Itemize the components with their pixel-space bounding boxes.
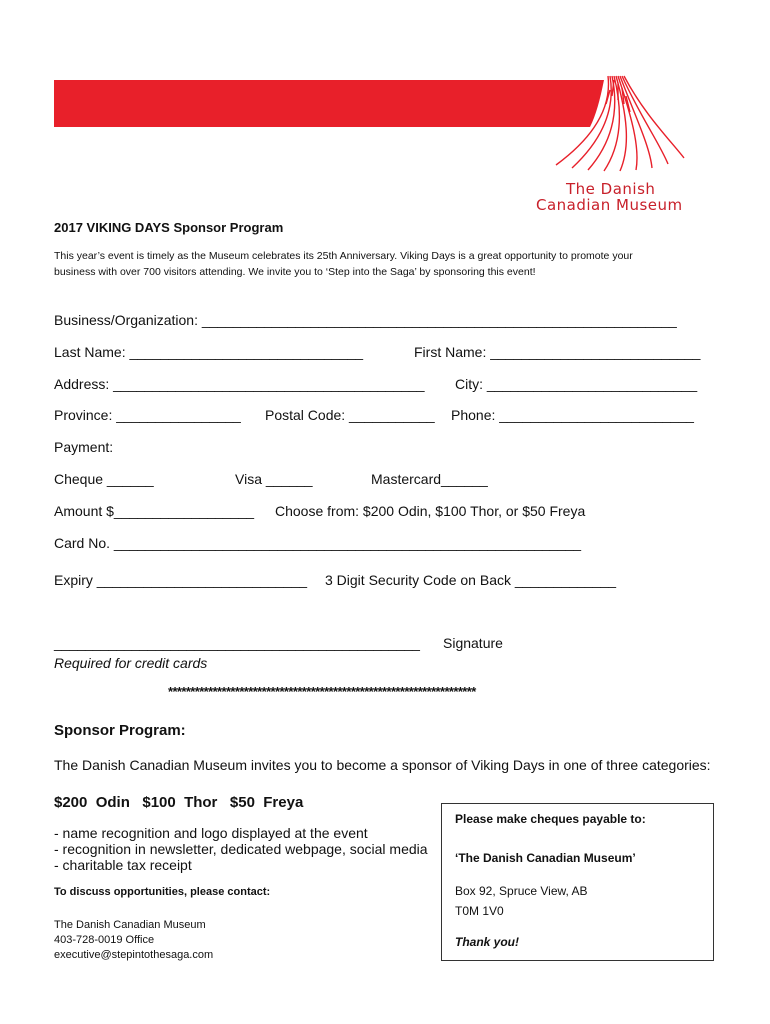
amount-choices: Choose from: $200 Odin, $100 Thor, or $50 Freya (275, 503, 586, 519)
contact-phone: 403-728-0019 Office (54, 934, 155, 946)
benefit-item: - name recognition and logo displayed at the event (54, 825, 368, 841)
postal-code-field[interactable]: Postal Code: ___________ (265, 407, 435, 423)
red-swoosh (54, 80, 604, 127)
header-banner (0, 0, 770, 220)
payable-box (441, 803, 714, 961)
payee-address-1: Box 92, Spruce View, AB (455, 884, 588, 898)
divider-stars: ********************************************************************* (168, 684, 476, 699)
contact-org: The Danish Canadian Museum (54, 919, 206, 931)
sponsor-heading: Sponsor Program: (54, 722, 186, 739)
intro-line-1: This year’s event is timely as the Museum celebrates its 25th Anniversary. Viking Days is a great opportunity to promote your (54, 250, 633, 262)
payee-name: ‘The Danish Canadian Museum’ (455, 851, 636, 865)
logo-text-line2: Canadian Museum (536, 196, 683, 214)
page-title: 2017 VIKING DAYS Sponsor Program (54, 220, 284, 235)
phone-field[interactable]: Phone: _________________________ (451, 407, 694, 423)
logo-text-line1: The Danish (566, 180, 656, 198)
amount-field[interactable]: Amount $__________________ (54, 503, 255, 519)
last-name-field[interactable]: Last Name: ______________________________ (54, 344, 364, 360)
visa-option[interactable]: Visa ______ (235, 471, 313, 487)
sponsor-invite: The Danish Canadian Museum invites you to become a sponsor of Viking Days in one of three categories: (54, 757, 711, 773)
required-note: Required for credit cards (54, 655, 208, 671)
contact-heading: To discuss opportunities, please contact: (54, 886, 271, 898)
payment-label: Payment: (54, 439, 114, 455)
first-name-field[interactable]: First Name: ___________________________ (414, 344, 701, 360)
thank-you: Thank you! (455, 935, 520, 949)
expiry-field[interactable]: Expiry ___________________________ (54, 572, 308, 588)
signature-line[interactable]: _______________________________________________ (54, 635, 420, 651)
mastercard-option[interactable]: Mastercard______ (371, 471, 488, 487)
benefit-item: - recognition in newsletter, dedicated webpage, social media (54, 841, 428, 857)
contact-email[interactable]: executive@stepintothesaga.com (54, 949, 214, 961)
security-code-field[interactable]: 3 Digit Security Code on Back _____________ (325, 572, 617, 588)
city-field[interactable]: City: ___________________________ (455, 376, 698, 392)
intro-line-2: business with over 700 visitors attending. We invite you to ‘Step into the Saga’ by sponsoring this event! (54, 266, 536, 278)
card-number-field[interactable]: Card No. ____________________________________________________________ (54, 535, 582, 551)
payable-heading: Please make cheques payable to: (455, 812, 646, 826)
payee-address-2: T0M 1V0 (455, 904, 504, 918)
business-field[interactable]: Business/Organization: _____________________________________________________________ (54, 312, 677, 328)
signature-label: Signature (443, 635, 503, 651)
cheque-option[interactable]: Cheque ______ (54, 471, 154, 487)
benefit-item: - charitable tax receipt (54, 857, 192, 873)
address-field[interactable]: Address: ________________________________________ (54, 376, 425, 392)
province-field[interactable]: Province: ________________ (54, 407, 241, 423)
sponsor-tiers: $200 Odin $100 Thor $50 Freya (54, 794, 304, 811)
